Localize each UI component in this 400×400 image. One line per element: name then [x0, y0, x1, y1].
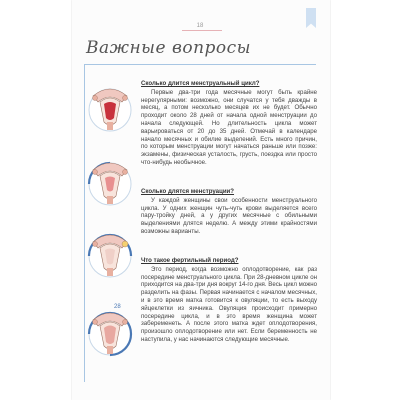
- section-body: Это период, когда возможно оплодотворение, как раз посередине менструального цикла. При 28-дневном цикле он приходится на два-три дня вокруг 14-го дня. Весь цикл можно разделить на фазы. Первая начинается с началом месячных, и в это время матка готовится к овуляции, то есть выходу яйцеклетки из яичника. Овуляция происходит примерно посередине цикла, и в это время женщина может забеременеть. А после этого матка ждет оплодотворения, произошло оплодотворение или нет. Если беременность не наступила, у нас начинаются следующие месячные.: [141, 265, 317, 343]
- section-question: Сколько длится менструальный цикл?: [141, 80, 260, 87]
- page-number: 18: [196, 23, 204, 29]
- section-body: Первые два-три года месячные могут быть крайне нерегулярными: возможно, они случатся у тебя дважды в месяц, а потом несколько месяцев их не будет. Обычно проходит около 28 дней от начала одной менструации до начала следующей. Но длительность цикла может варьироваться от 20 до 35 дней. Отмечай в календаре начало месячных и обилие выделений. Есть много причин, по которым менструации могут начаться раньше или позже: экзамены, физическая усталость, грусть, поездка или просто что-нибудь необычное.: [141, 88, 317, 166]
- section-question: Сколько длятся менструации?: [141, 188, 235, 195]
- uterus-illustration-1: [86, 72, 134, 144]
- section-body: У каждой женщины свои особенности менструального цикла. У одних женщин чуть-чуть крови выделяется всего пару-тройку дней, а у других месячные с обильными выделениями длятся неделю. А между этими крайностями возможны варианты.: [141, 196, 317, 235]
- uterus-illustration-4: [86, 292, 134, 372]
- chapter-title: Важные вопросы: [86, 38, 252, 58]
- uterus-illustration-3: [86, 220, 134, 292]
- margin-rule: [84, 64, 85, 382]
- section-question: Что такое фертильный период?: [141, 257, 239, 264]
- section-fertile-period: [141, 257, 317, 344]
- page-number-rule: [182, 30, 222, 31]
- section-cycle-length: [141, 80, 317, 167]
- cycle-day-label: 28: [114, 304, 121, 310]
- title-rule: [84, 64, 316, 65]
- section-period-duration: [141, 188, 317, 236]
- uterus-illustration-2: [86, 148, 134, 220]
